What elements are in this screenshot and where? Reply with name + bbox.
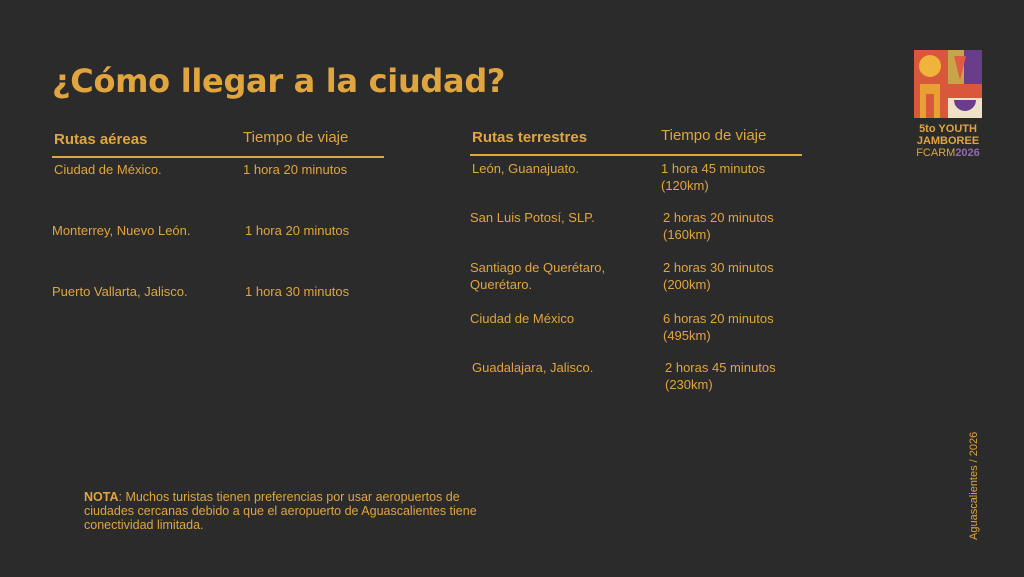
note-label: NOTA [84, 490, 119, 504]
air-row-time: 1 hora 20 minutos [243, 162, 348, 177]
land-row-time: 1 hora 45 minutos [661, 161, 766, 176]
page-title: ¿Cómo llegar a la ciudad? [52, 62, 506, 100]
land-row-route: Guadalajara, Jalisco. [472, 360, 594, 375]
land-row-route: Ciudad de México [470, 311, 575, 326]
logo-line2: JAMBOREE [916, 135, 980, 147]
land-header-time: Tiempo de viaje [661, 127, 767, 144]
land-row-distance: (200km) [663, 277, 711, 292]
land-header-rule [470, 154, 802, 156]
air-row-time: 1 hora 30 minutos [245, 284, 350, 299]
land-row-distance: (230km) [665, 377, 713, 392]
land-row-distance: (495km) [663, 328, 711, 343]
land-header-route: Rutas terrestres [472, 129, 588, 146]
land-row-distance: (120km) [661, 178, 709, 193]
air-header-route: Rutas aéreas [54, 131, 148, 148]
note-text: : Muchos turistas tienen preferencias por usar aeropuertos de ciudades cercanas debido a que el aeropuerto de Aguascalientes tiene conectividad limitada. [84, 490, 477, 532]
air-row-route: Monterrey, Nuevo León. [52, 223, 191, 238]
side-caption: Aguascalientes / 2026 [968, 431, 980, 540]
air-header-time: Tiempo de viaje [243, 129, 349, 146]
land-row-time: 6 horas 20 minutos [663, 311, 774, 326]
logo-text [912, 123, 984, 159]
land-row-route-line2: Querétaro. [470, 277, 533, 292]
jamboree-logo [912, 50, 984, 159]
land-row-route: Santiago de Querétaro, [470, 260, 606, 275]
air-header-rule [52, 156, 384, 158]
land-row-route: San Luis Potosí, SLP. [470, 210, 595, 225]
logo-line1: 5to YOUTH [919, 123, 977, 135]
note [84, 490, 484, 532]
land-row-time: 2 horas 45 minutos [665, 360, 776, 375]
land-row-route: León, Guanajuato. [472, 161, 579, 176]
logo-art-icon [914, 50, 982, 118]
logo-line3: FCARM [916, 147, 956, 159]
land-row-time: 2 horas 30 minutos [663, 260, 774, 275]
air-row-route: Puerto Vallarta, Jalisco. [52, 284, 188, 299]
logo-year: 2026 [955, 147, 980, 159]
land-row-distance: (160km) [663, 227, 711, 242]
land-row-time: 2 horas 20 minutos [663, 210, 774, 225]
air-row-route: Ciudad de México. [54, 162, 162, 177]
air-row-time: 1 hora 20 minutos [245, 223, 350, 238]
